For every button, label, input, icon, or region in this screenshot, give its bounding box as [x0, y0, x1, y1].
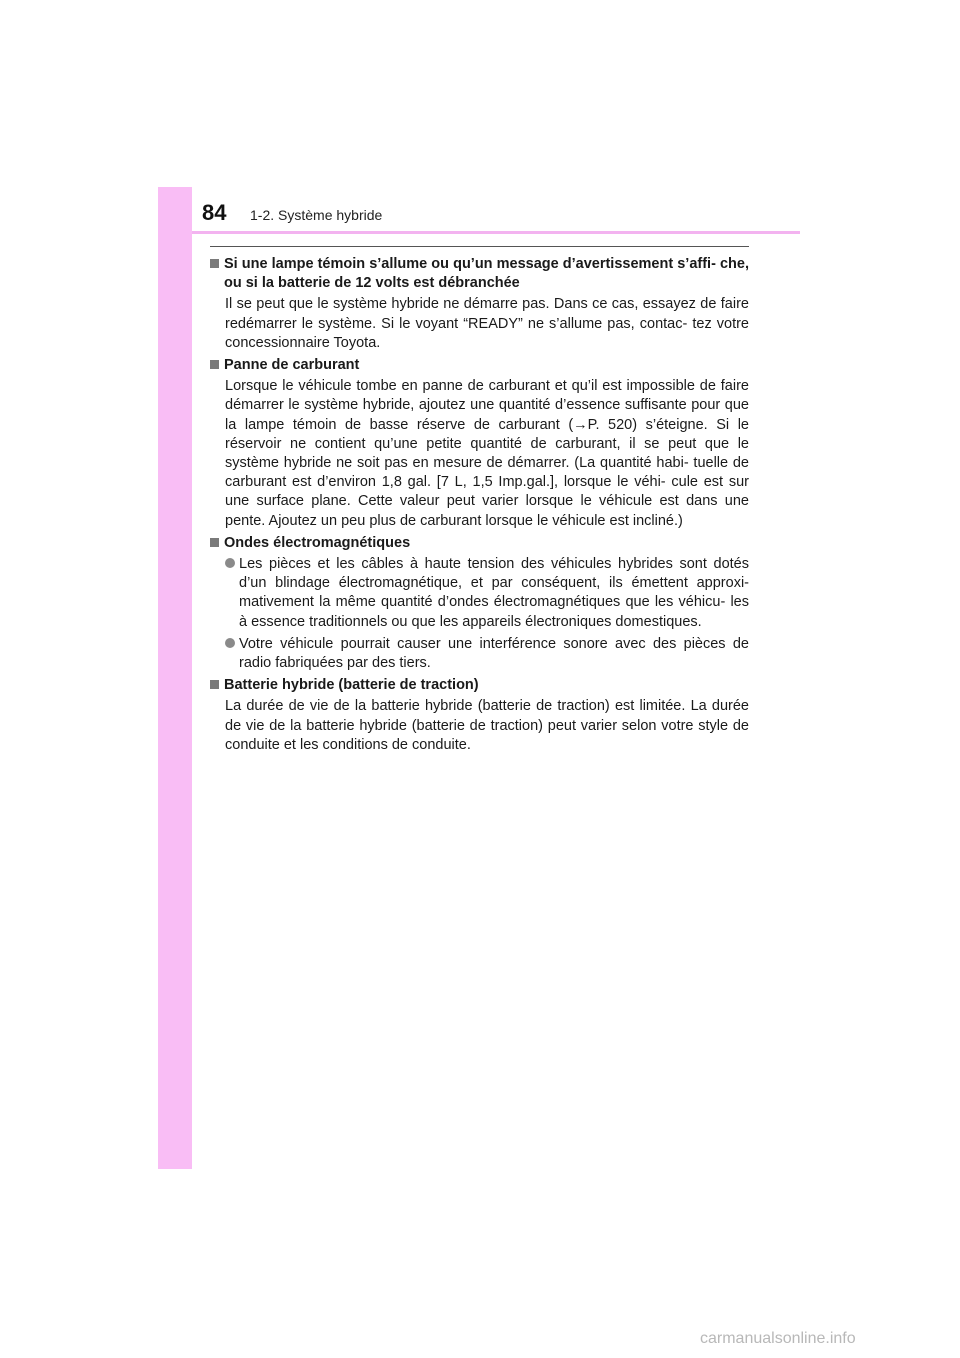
side-tab-strip	[158, 187, 192, 1169]
section-body: Il se peut que le système hybride ne démarre pas. Dans ce cas, essayez de faire redémarrer le système. Si le voyant “READY” ne s’allume pas, contac- tez votre concessionnaire Toyota.	[225, 296, 749, 351]
header-accent-line	[192, 231, 800, 234]
section-heading: Ondes électromagnétiques	[224, 534, 411, 551]
section-warning-light	[210, 255, 749, 353]
section-hybrid-battery	[210, 676, 749, 755]
section-heading: Si une lampe témoin s’allume ou qu’un message d’avertissement s’affi- che, ou si la batterie de 12 volts est débranchée	[224, 256, 749, 292]
page-content	[210, 255, 749, 758]
page-number: 84	[202, 200, 227, 225]
section-heading: Panne de carburant	[224, 357, 360, 374]
section-body: La durée de vie de la batterie hybride (batterie de traction) est limitée. La durée de vie de la batterie hybride (batterie de traction) peut varier selon votre style de conduite et les conditions de conduite.	[225, 698, 749, 753]
section-fuel	[210, 356, 749, 531]
section-electromagnetic	[210, 534, 749, 673]
list-item: Les pièces et les câbles à haute tension des véhicules hybrides sont dotés d’un blindage électromagnétique, et par conséquent, ils émettent approxi- mativement la même quantité d’ondes électromagnétiques que les véhicu- les à essence traditionnels ou que les appareils électroniques domestiques.	[210, 555, 749, 632]
content-divider	[210, 246, 749, 247]
square-bullet-icon	[210, 255, 224, 293]
section-title: 1-2. Système hybride	[250, 207, 383, 223]
circle-bullet-icon	[225, 555, 239, 632]
square-bullet-icon	[210, 534, 224, 553]
watermark: carmanualsonline.info	[700, 1330, 856, 1347]
circle-bullet-icon	[225, 635, 239, 673]
section-heading: Batterie hybride (batterie de traction)	[224, 677, 479, 694]
list-item: Votre véhicule pourrait causer une interférence sonore avec des pièces de radio fabriquées par des tiers.	[210, 635, 749, 673]
section-body: Lorsque le véhicule tombe en panne de carburant et qu’il est impossible de faire démarrer le système hybride, ajoutez une quantité d’essence suffisante pour que la lampe témoin de basse réserve de carburant (→P. 520) s’éteigne. Si le réservoir ne contient qu’une petite quantité de carburant, il se peut que le système hybride ne soit pas en mesure de démarrer. (La quantité habi- tuelle de carburant est d’environ 1,8 gal. [7 L, 1,5 Imp.gal.], lorsque le véhi- cule est sur une surface plane. Cette valeur peut varier lorsque le véhicule est dans une pente. Ajoutez un peu plus de carburant lorsque le véhicule est incliné.)	[225, 378, 749, 529]
square-bullet-icon	[210, 676, 224, 695]
square-bullet-icon	[210, 356, 224, 375]
